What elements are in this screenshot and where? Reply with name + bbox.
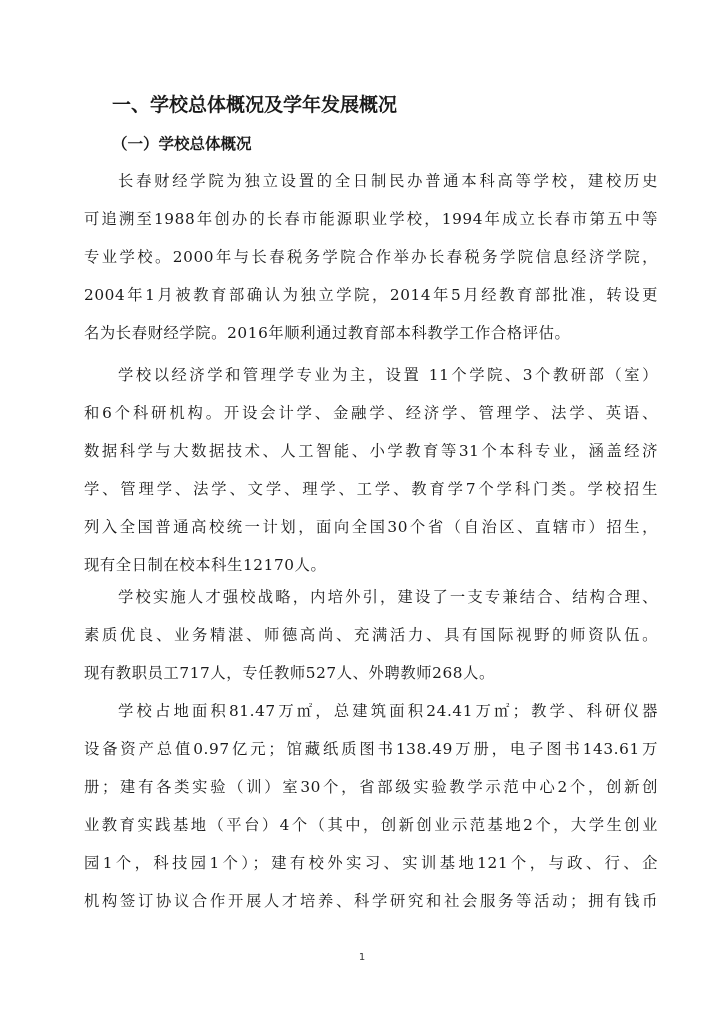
text-line: 学、管理学、法学、文学、理学、工学、教育学7个学科门类。学校招生 [84,480,658,498]
text-line: 机构签订协议合作开展人才培养、科学研究和社会服务等活动；拥有钱币 [84,892,658,910]
text-line: 列入全国普通高校统一计划，面向全国30个省（自治区、直辖市）招生， [84,518,658,536]
paragraph-programs [84,356,658,584]
section-heading: 一、学校总体概况及学年发展概况 [112,94,398,116]
paragraph-facilities [84,692,658,920]
text-line: 和6个科研机构。开设会计学、金融学、经济学、管理学、法学、英语、 [84,404,658,422]
text-line: 数据科学与大数据技术、人工智能、小学教育等31个本科专业，涵盖经济 [84,442,658,460]
text-line: 2004年1月被教育部确认为独立学院，2014年5月经教育部批准，转设更 [84,286,658,304]
subsection-heading: （一）学校总体概况 [112,135,252,153]
text-line: 设备资产总值0.97亿元；馆藏纸质图书138.49万册，电子图书143.61万 [84,740,658,758]
paragraph-faculty [84,578,658,692]
paragraph-history [84,162,658,352]
text-line: 学校实施人才强校战略，内培外引，建设了一支专兼结合、结构合理、 [118,588,658,606]
text-line: 学校以经济学和管理学专业为主，设置 11个学院、3个教研部（室） [118,366,658,384]
page-number: 1 [358,952,366,963]
text-line: 学校占地面积81.47万㎡，总建筑面积24.41万㎡；教学、科研仪器 [118,702,658,720]
text-line: 专业学校。2000年与长春税务学院合作举办长春税务学院信息经济学院， [84,248,658,266]
text-line: 册；建有各类实验（训）室30个，省部级实验教学示范中心2个，创新创 [84,778,658,796]
text-line: 可追溯至1988年创办的长春市能源职业学校，1994年成立长春市第五中等 [84,210,658,228]
text-line: 素质优良、业务精湛、师德高尚、充满活力、具有国际视野的师资队伍。 [84,626,658,644]
text-line: 现有教职员工717人，专任教师527人、外聘教师268人。 [84,664,495,682]
text-line: 长春财经学院为独立设置的全日制民办普通本科高等学校，建校历史 [118,172,658,190]
text-line: 业教育实践基地（平台）4个（其中，创新创业示范基地2个，大学生创业 [84,816,658,834]
text-line: 园1个，科技园1个）；建有校外实习、实训基地121个，与政、行、企 [84,854,658,872]
text-line: 现有全日制在校本科生12170人。 [84,556,327,574]
text-line: 名为长春财经学院。2016年顺利通过教育部本科教学工作合格评估。 [84,324,571,342]
